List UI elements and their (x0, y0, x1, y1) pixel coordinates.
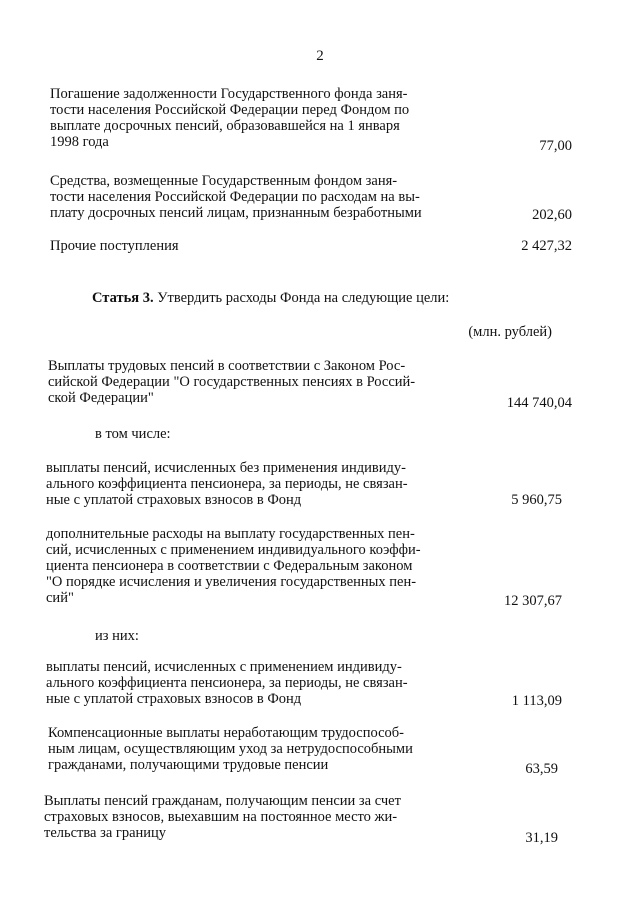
expense-item-2-text (46, 460, 464, 508)
subheading-of-which: из них: (95, 628, 139, 644)
income-item-1-amount: 77,00 (539, 138, 572, 154)
article-label: Статья 3. (92, 290, 154, 306)
text-line: ные с уплатой страховых взносов в Фонд (46, 492, 302, 508)
expense-item-6-amount: 31,19 (525, 830, 558, 846)
text-line: Средства, возмещенные Государственным фондом заня- (50, 173, 398, 189)
income-item-3-text: Прочие поступления (50, 238, 179, 254)
text-line: дополнительные расходы на выплату государственных пен- (46, 526, 415, 542)
text-line: 1998 года (50, 134, 109, 150)
text-line: циента пенсионера в соответствии с Федеральным законом (46, 558, 413, 574)
income-item-2-amount: 202,60 (532, 207, 572, 223)
text-line: тости населения Российской Федерации по расходам на вы- (50, 189, 420, 205)
expense-item-4-text (46, 659, 464, 707)
page-number: 2 (316, 48, 324, 64)
text-line: сий, исчисленных с применением индивидуального коэффи- (46, 542, 421, 558)
text-line: Выплаты трудовых пенсий в соответствии с Законом Рос- (48, 358, 406, 374)
text-line: ные с уплатой страховых взносов в Фонд (46, 691, 302, 707)
text-line: Погашение задолженности Государственного фонда заня- (50, 86, 408, 102)
expense-item-3-text (46, 526, 464, 606)
text-line: плату досрочных пенсий лицам, признанным безработными (50, 205, 422, 221)
text-line: гражданами, получающими трудовые пенсии (48, 757, 329, 773)
text-line: ным лицам, осуществляющим уход за нетрудоспособными (48, 741, 413, 757)
expense-item-3-amount: 12 307,67 (504, 593, 562, 609)
article-text: Утвердить расходы Фонда на следующие цели: (157, 290, 450, 306)
text-line: выплаты пенсий, исчисленных с применением индивиду- (46, 659, 402, 675)
text-line: тельства за границу (44, 825, 167, 841)
text-line: ального коэффициента пенсионера, за периоды, не связан- (46, 675, 408, 691)
expense-item-5-amount: 63,59 (525, 761, 558, 777)
text-line: страховых взносов, выехавшим на постоянное место жи- (44, 809, 398, 825)
text-line: выплаты пенсий, исчисленных без применения индивиду- (46, 460, 406, 476)
text-line: ального коэффициента пенсионера, за периоды, не связан- (46, 476, 408, 492)
text-line: тости населения Российской Федерации перед Фондом по (50, 102, 410, 118)
expense-item-1-text (48, 358, 466, 406)
expense-item-2-amount: 5 960,75 (511, 492, 562, 508)
text-line: ской Федерации" (48, 390, 154, 406)
expense-item-5-text (48, 725, 466, 773)
text-line: сийской Федерации "О государственных пенсиях в Россий- (48, 374, 416, 390)
text-line: Выплаты пенсий гражданам, получающим пенсии за счет (44, 793, 401, 809)
unit-label: (млн. рублей) (468, 324, 552, 340)
subheading-including: в том числе: (95, 426, 171, 442)
text-line: "О порядке исчисления и увеличения государственных пен- (46, 574, 417, 590)
income-item-1-text (50, 86, 468, 150)
text-line: Компенсационные выплаты неработающим трудоспособ- (48, 725, 404, 741)
text-line: выплате досрочных пенсий, образовавшейся на 1 января (50, 118, 400, 134)
income-item-2-text (50, 173, 468, 221)
expense-item-4-amount: 1 113,09 (511, 693, 562, 709)
expense-item-6-text (44, 793, 462, 841)
income-item-3-amount: 2 427,32 (521, 238, 572, 254)
expense-item-1-amount: 144 740,04 (506, 395, 572, 411)
article-heading (92, 290, 449, 306)
text-line: сий" (46, 590, 74, 606)
